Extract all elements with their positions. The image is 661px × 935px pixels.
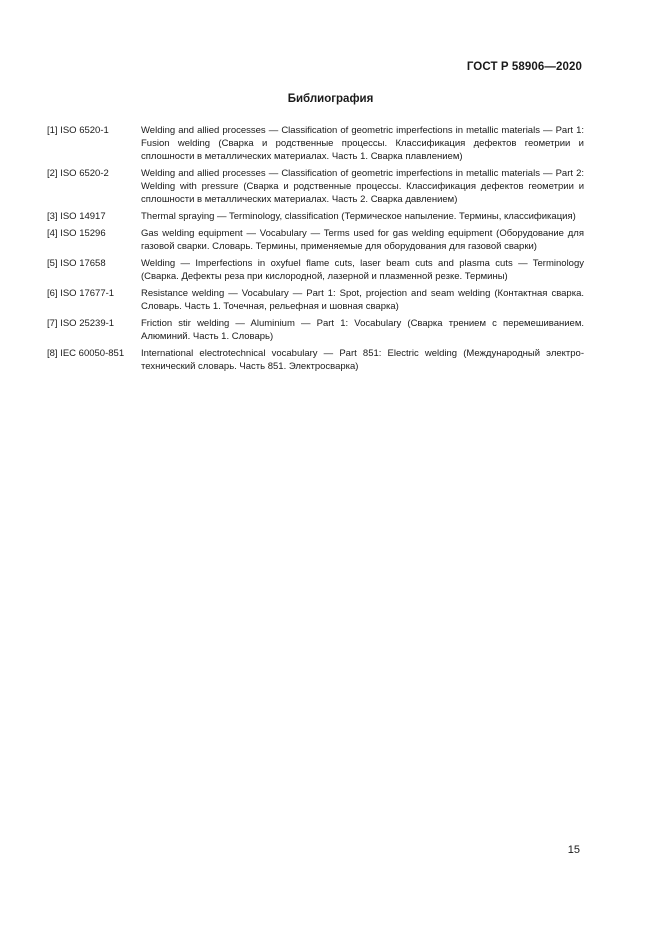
reference-text: Gas welding equipment — Vocabulary — Terms used for gas welding equipment (Оборудование для газовой сварки. Словарь. Термины, применяемые для оборудования для газовой сварки) [141, 228, 584, 252]
reference-text: International electrotechnical vocabulary — Part 851: Electric welding (Международный электротехнический словарь. Часть 851. Электросварка) [141, 348, 584, 372]
bibliography-entry [47, 347, 584, 373]
reference-label: [7] ISO 25239-1 [47, 318, 115, 329]
reference-label: [1] ISO 6520-1 [47, 125, 109, 136]
bibliography-entry [47, 210, 584, 223]
reference-text: Friction stir welding — Aluminium — Part 1: Vocabulary (Сварка трением с перемешиванием. Алюминий. Часть 1. Словарь) [141, 318, 584, 342]
bibliography-list [47, 124, 584, 377]
reference-text: Welding and allied processes — Classification of geometric imperfections in metallic materials — Part 2: Welding with pressure (Сварка и родственные процессы. Классификация дефектов геометрии и сплошности в металлических материалах. Часть 2. Сварка давлением) [141, 168, 584, 205]
standard-code: ГОСТ Р 58906—2020 [466, 61, 582, 73]
reference-label: [4] ISO 15296 [47, 228, 106, 239]
reference-label: [3] ISO 14917 [47, 211, 106, 222]
page-number: 15 [567, 844, 580, 856]
reference-text: Resistance welding — Vocabulary — Part 1: Spot, projection and seam welding (Контактная сварка. Словарь. Часть 1. Точечная, рельефная и шовная сварка) [141, 288, 584, 312]
reference-label: [6] ISO 17677-1 [47, 288, 115, 299]
bibliography-entry [47, 257, 584, 283]
reference-label: [5] ISO 17658 [47, 258, 106, 269]
bibliography-title: Библиография [287, 93, 374, 105]
reference-label: [8] IEC 60050-851 [47, 348, 125, 359]
bibliography-entry [47, 287, 584, 313]
reference-text: Thermal spraying — Terminology, classification (Термическое напыление. Термины, классификация) [141, 211, 576, 222]
bibliography-entry [47, 124, 584, 163]
reference-text: Welding and allied processes — Classification of geometric imperfections in metallic materials — Part 1: Fusion welding (Сварка и родственные процессы. Классификация дефектов геометрии и сплошности в металлических материалах. Часть 1. Сварка плавлением) [141, 125, 584, 162]
bibliography-entry [47, 317, 584, 343]
bibliography-entry [47, 227, 584, 253]
bibliography-entry [47, 167, 584, 206]
reference-label: [2] ISO 6520-2 [47, 168, 109, 179]
reference-text: Welding — Imperfections in oxyfuel flame cuts, laser beam cuts and plasma cuts — Terminology (Сварка. Дефекты реза при кислородной, лазерной и плазменной резке. Термины) [141, 258, 584, 282]
